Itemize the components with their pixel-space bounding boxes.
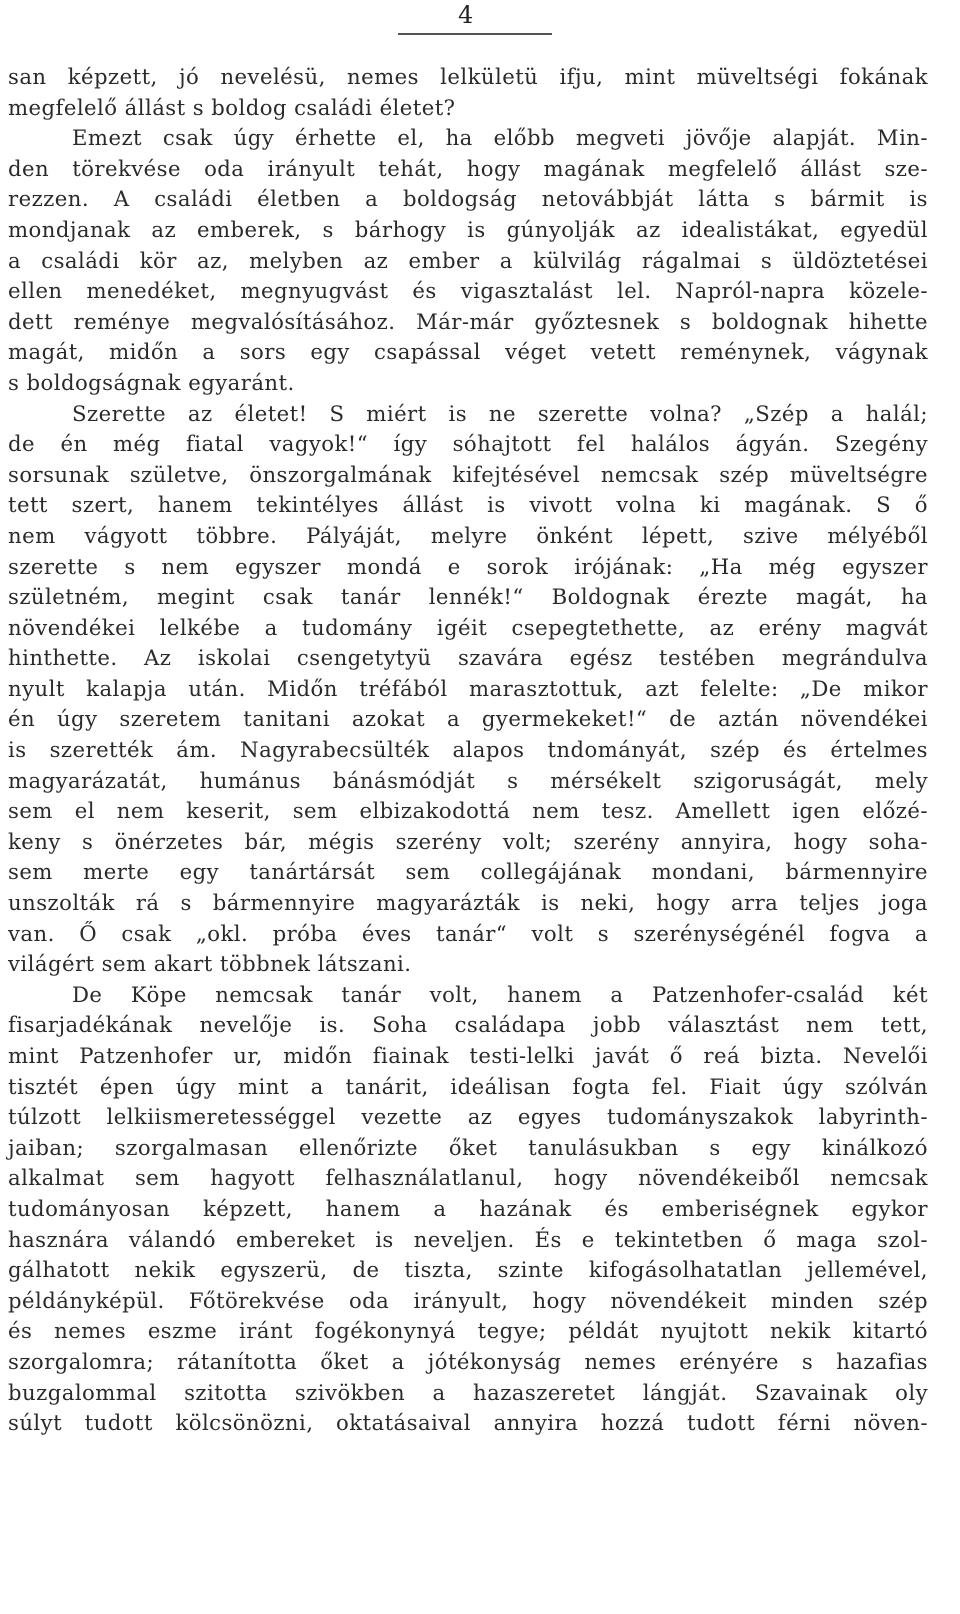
text-line: gálhatott nekik egyszerü, de tiszta, szinte kifogásolhatatlan jellemével, — [8, 1257, 928, 1283]
text-line: én úgy szeretem tanitani azokat a gyermekeket!“ de aztán növendékei — [8, 706, 928, 732]
text-line: De Köpe nemcsak tanár volt, hanem a Patzenhofer-család két — [72, 981, 928, 1007]
text-line: ellen menedéket, megnyugvást és vigasztalást lel. Napról-napra közele- — [8, 278, 928, 304]
text-line: de én még fiatal vagyok!“ így sóhajtott fel halálos ágyán. Szegény — [8, 431, 928, 457]
text-line: születném, megint csak tanár lennék!“ Boldognak érezte magát, ha — [8, 584, 928, 610]
header-rule — [398, 33, 552, 35]
text-line: is szerették ám. Nagyrabecsülték alapos tndományát, szép és értelmes — [8, 737, 928, 763]
text-line: Emezt csak úgy érhette el, ha előbb megveti jövője alapját. Min- — [72, 125, 928, 151]
text-line: hinthette. Az iskolai csengetytyü szavára egész testében megrándulva — [8, 645, 928, 671]
text-line: mint Patzenhofer ur, midőn fiainak testi-lelki javát ő reá bizta. Nevelői — [8, 1043, 928, 1068]
text-line: Szerette az életet! S miért is ne szerette volna? „Szép a halál; — [72, 400, 928, 426]
text-line: példányképül. Főtörekvése oda irányult, hogy növendékeit minden szép — [8, 1287, 928, 1313]
text-line: tett szert, hanem tekintélyes állást is vivott volna ki magának. S ő — [8, 492, 928, 518]
text-line: dett reménye megvalósításához. Már-már győztesnek s boldognak hihette — [8, 308, 928, 334]
text-line: magát, midőn a sors egy csapással véget vetett reménynek, vágynak — [8, 339, 928, 365]
text-line: san képzett, jó nevelésü, nemes lelkületü ifju, mint müveltségi fokának — [8, 64, 928, 89]
text-line: túlzott lelkiismeretességgel vezette az egyes tudományszakok labyrinth- — [8, 1104, 928, 1130]
text-line: buzgalommal szitotta szivökben a hazaszeretet lángját. Szavainak oly — [8, 1379, 928, 1405]
text-line: tudományosan képzett, hanem a hazának és emberiségnek egykor — [8, 1195, 928, 1221]
text-line: unszolták rá s bármennyire magyarázták is neki, hogy arra teljes joga — [8, 890, 928, 916]
text-line: rezzen. A családi életben a boldogság netovábbját látta s bármit is — [8, 186, 928, 212]
text-line: fisarjadékának nevelője is. Soha családapa jobb választást nem tett, — [8, 1012, 928, 1038]
page-number: 4 — [458, 1, 474, 29]
text-line: szerette s nem egyszer mondá e sorok irójának: „Ha még egyszer — [8, 553, 928, 579]
text-line: növendékei lelkébe a tudomány igéit csepegtethette, az erény magvát — [8, 614, 928, 640]
text-line: világért sem akart többnek látszani. — [8, 951, 412, 977]
text-line: den törekvése oda irányult tehát, hogy magának megfelelő állást sze- — [8, 155, 928, 181]
text-line: alkalmat sem hagyott felhasználatlanul, hogy növendékeiből nemcsak — [8, 1165, 928, 1191]
text-line: keny s önérzetes bár, mégis szerény volt; szerény annyira, hogy soha- — [8, 828, 928, 854]
body-text — [8, 62, 928, 1439]
text-line: sem el nem keserit, sem elbizakodottá nem tesz. Amellett igen előzé- — [8, 798, 928, 824]
text-line: megfelelő állást s boldog családi életet? — [8, 94, 456, 120]
text-line: tisztét épen úgy mint a tanárit, ideálisan fogta fel. Fiait úgy szólván — [8, 1073, 928, 1099]
text-line: s boldogságnak egyaránt. — [8, 369, 295, 395]
text-line: sem merte egy tanártársát sem collegájának mondani, bármennyire — [8, 859, 928, 885]
text-line: mondjanak az emberek, s bárhogy is gúnyolják az idealistákat, egyedül — [8, 216, 928, 242]
text-line: és nemes eszme iránt fogékonynyá tegye; példát nyujtott nekik kitartó — [8, 1318, 928, 1344]
text-line: jaiban; szorgalmasan ellenőrizte őket tanulásukban s egy kinálkozó — [8, 1134, 928, 1160]
text-line: magyarázatát, humánus bánásmódját s mérsékelt szigoruságát, mely — [8, 767, 928, 793]
text-line: van. Ő csak „okl. próba éves tanár“ volt s szerénységénél fogva a — [8, 920, 928, 946]
text-line: a családi kör az, melyben az ember a külvilág rágalmai s üldöztetései — [8, 247, 928, 273]
text-line: nyult kalapja után. Midőn tréfából marasztottuk, azt felelte: „De mikor — [8, 675, 928, 701]
text-line: szorgalomra; rátanította őket a jótékonyság nemes erényére s hazafias — [8, 1348, 928, 1374]
text-line: hasznára válandó embereket is neveljen. És e tekintetben ő maga szol- — [8, 1226, 928, 1252]
text-line: súlyt tudott kölcsönözni, oktatásaival annyira hozzá tudott férni növen- — [8, 1410, 928, 1436]
text-line: nem vágyott többre. Pályáját, melyre önként lépett, szive mélyéből — [8, 522, 928, 548]
text-line: sorsunak születve, önszorgalmának kifejtésével nemcsak szép müveltségre — [8, 461, 928, 487]
